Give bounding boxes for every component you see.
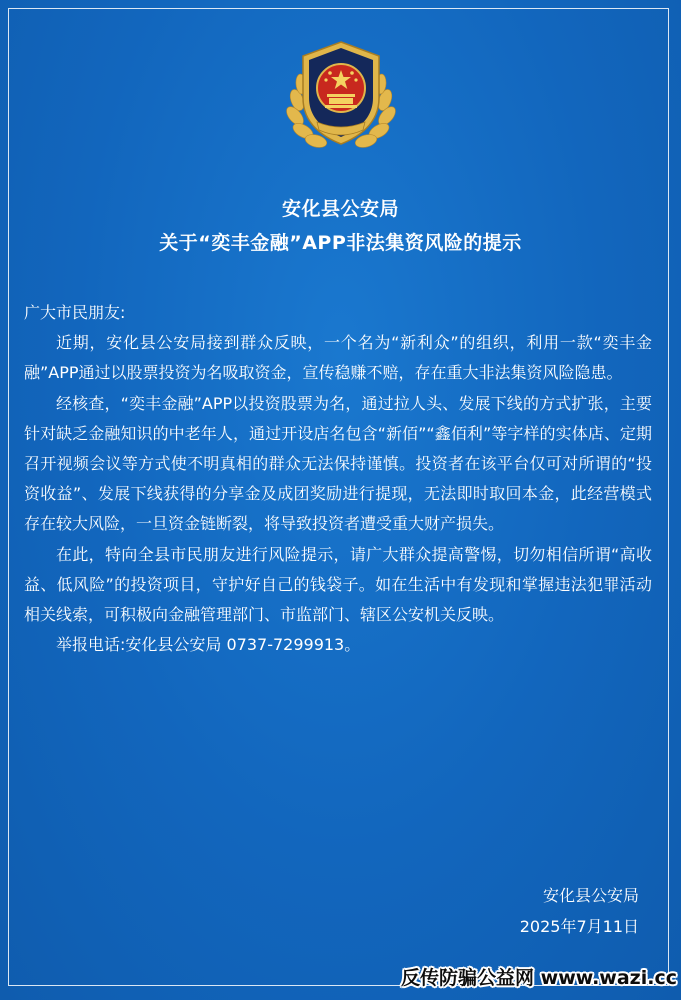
agency-name: 安化县公安局	[281, 198, 399, 220]
report-hotline: 举报电话:安化县公安局 0737-7299913。	[56, 635, 361, 655]
notice-title: 关于“奕丰金融”APP非法集资风险的提示	[159, 232, 522, 254]
paragraph-3: 在此，特向全县市民朋友进行风险提示，请广大群众提高警惕，切勿相信所谓“高收益、低风险”的投资项目，守护好自己的钱袋子。如在生活中有发现和掌握违法犯罪活动相关线索，可积极向金融管理部门、市监部门、辖区公安机关反映。	[24, 544, 652, 625]
greeting: 广大市民朋友:	[24, 303, 126, 322]
paragraph-1: 近期，安化县公安局接到群众反映，一个名为“新利众”的组织，利用一款“奕丰金融”APP通过以股票投资为名吸取资金，宣传稳赚不赔，存在重大非法集资风险隐患。	[24, 333, 652, 383]
paragraph-2: 经核查，“奕丰金融”APP以投资股票为名，通过拉人头、发展下线的方式扩张，主要针对缺乏金融知识的中老年人，通过开设店名包含“新佰”“鑫佰利”等字样的实体店、定期召开视频会议等方式使不明真相的群众无法保持谨慎。投资者在该平台仅可对所谓的“投资收益”、发展下线获得的分享金及成团奖励进行提现，无法即时取回本金，此经营模式存在较大风险，一旦资金链断裂，将导致投资者遭受重大财产损失。	[24, 393, 652, 534]
police-emblem-icon	[283, 36, 399, 154]
signature-org: 安化县公安局	[542, 886, 639, 905]
notice-body	[24, 298, 652, 660]
signature-date: 2025年7月11日	[519, 917, 639, 936]
watermark: 反传防骗公益网 www.wazi.cc	[401, 966, 677, 989]
